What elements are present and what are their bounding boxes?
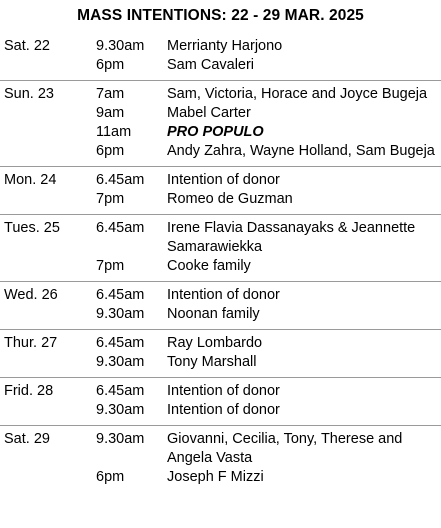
schedule-list [0, 33, 441, 492]
mass-row [0, 37, 441, 56]
mass-intention: Intention of donor [167, 402, 280, 418]
mass-intention: Merrianty Harjono [167, 38, 283, 54]
mass-row [0, 56, 441, 75]
mass-intention: Cooke family [167, 258, 251, 274]
day-wed-26 [0, 282, 441, 330]
day-frid-28 [0, 378, 441, 426]
page-title: MASS INTENTIONS: 22 - 29 MAR. 2025 [77, 7, 364, 24]
mass-row [0, 353, 441, 372]
day-label: Wed. 26 [4, 287, 58, 303]
mass-intention: Intention of donor [167, 172, 280, 188]
mass-row [0, 104, 441, 123]
mass-intention-pro-populo: PRO POPULO [167, 124, 264, 140]
mass-time: 7pm [96, 191, 125, 207]
day-label: Thur. 27 [4, 335, 58, 351]
mass-row [0, 171, 441, 190]
mass-intention: Joseph F Mizzi [167, 469, 264, 485]
mass-intention: Intention of donor [167, 287, 280, 303]
mass-intention: Sam Cavaleri [167, 57, 255, 73]
day-sat-22 [0, 33, 441, 81]
mass-time: 6pm [96, 57, 125, 73]
mass-row [0, 468, 441, 487]
mass-time: 6pm [96, 143, 125, 159]
day-label: Mon. 24 [4, 172, 57, 188]
mass-row [0, 430, 441, 468]
mass-row [0, 142, 441, 161]
mass-intention: Andy Zahra, Wayne Holland, Sam Bugeja [167, 143, 435, 159]
mass-intention: Giovanni, Cecilia, Tony, Therese and Angela Vasta [167, 431, 403, 466]
mass-time: 11am [96, 124, 132, 140]
mass-time: 9.30am [96, 38, 145, 54]
mass-intention: Irene Flavia Dassanayaks & Jeannette Samarawiekka [167, 220, 416, 255]
day-sat-29 [0, 426, 441, 492]
mass-time: 6.45am [96, 220, 145, 236]
mass-row [0, 190, 441, 209]
mass-time: 9.30am [96, 431, 145, 447]
mass-time: 6.45am [96, 172, 145, 188]
mass-intention: Noonan family [167, 306, 260, 322]
mass-time: 9.30am [96, 354, 145, 370]
day-label: Frid. 28 [4, 383, 54, 399]
day-label: Sun. 23 [4, 86, 54, 102]
mass-intention: Ray Lombardo [167, 335, 263, 351]
mass-intention: Romeo de Guzman [167, 191, 293, 207]
mass-intention: Intention of donor [167, 383, 280, 399]
mass-row [0, 286, 441, 305]
mass-row [0, 401, 441, 420]
mass-time: 6.45am [96, 287, 145, 303]
day-thur-27 [0, 330, 441, 378]
mass-time: 6.45am [96, 335, 145, 351]
mass-row [0, 219, 441, 257]
day-label: Sat. 22 [4, 38, 50, 54]
mass-row [0, 382, 441, 401]
mass-time: 9.30am [96, 402, 145, 418]
mass-row [0, 334, 441, 353]
mass-row [0, 123, 441, 142]
day-sun-23 [0, 81, 441, 167]
mass-intention: Sam, Victoria, Horace and Joyce Bugeja [167, 86, 428, 102]
mass-time: 9am [96, 105, 125, 121]
mass-intention: Mabel Carter [167, 105, 251, 121]
mass-time: 6pm [96, 469, 125, 485]
day-tues-25 [0, 215, 441, 282]
day-label: Tues. 25 [4, 220, 60, 236]
mass-time: 9.30am [96, 306, 145, 322]
mass-time: 7pm [96, 258, 125, 274]
mass-intention: Tony Marshall [167, 354, 257, 370]
mass-row [0, 85, 441, 104]
mass-time: 6.45am [96, 383, 145, 399]
mass-row [0, 305, 441, 324]
day-mon-24 [0, 167, 441, 215]
day-label: Sat. 29 [4, 431, 50, 447]
mass-row [0, 257, 441, 276]
mass-time: 7am [96, 86, 125, 102]
